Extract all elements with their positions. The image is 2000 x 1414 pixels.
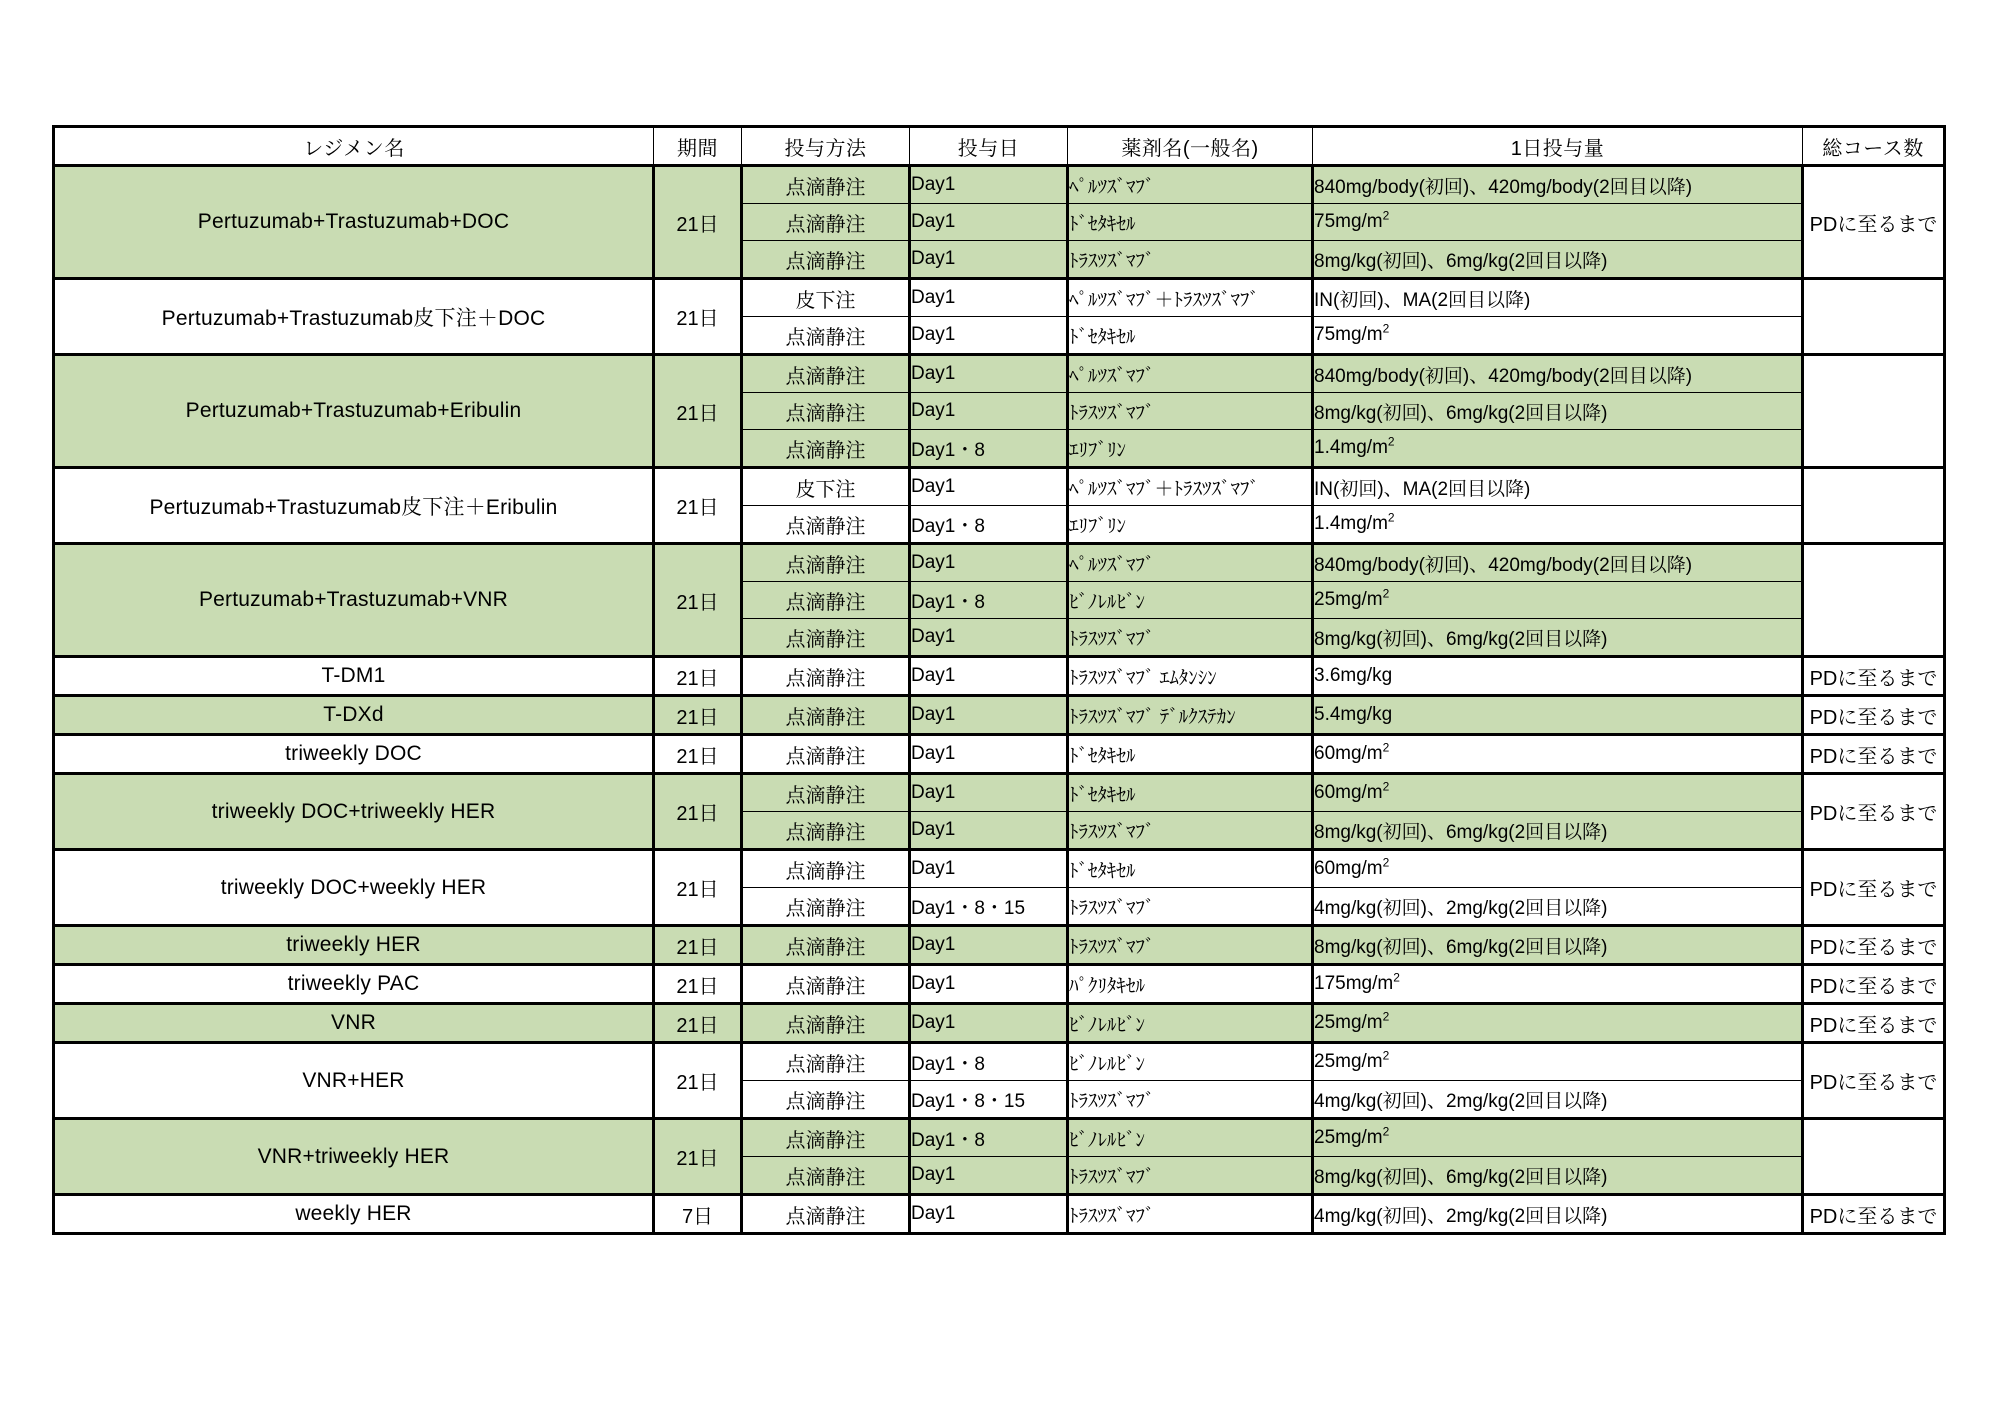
total-courses-cell: PDに至るまで <box>1803 696 1945 735</box>
table-row <box>54 1119 1945 1157</box>
drug-name-cell: ﾋﾞﾉﾚﾙﾋﾞﾝ <box>1068 1119 1313 1157</box>
regimen-name-cell: VNR+HER <box>54 1043 654 1119</box>
drug-name-cell: ﾍﾟﾙﾂｽﾞﾏﾌﾞ＋ﾄﾗｽﾂｽﾞﾏﾌﾞ <box>1068 468 1313 506</box>
drug-name-cell: ﾋﾞﾉﾚﾙﾋﾞﾝ <box>1068 1043 1313 1081</box>
daily-dose-cell: 8mg/kg(初回)、6mg/kg(2回目以降) <box>1313 619 1803 657</box>
administration-day-cell: Day1 <box>910 393 1068 430</box>
administration-day-cell: Day1・8・15 <box>910 1081 1068 1119</box>
total-courses-cell: PDに至るまで <box>1803 850 1945 926</box>
daily-dose-cell: 3.6mg/kg <box>1313 657 1803 696</box>
regimen-name-cell: VNR+triweekly HER <box>54 1119 654 1195</box>
drug-name-cell: ﾋﾞﾉﾚﾙﾋﾞﾝ <box>1068 1004 1313 1043</box>
total-courses-cell <box>1803 544 1945 657</box>
administration-method-cell: 点滴静注 <box>742 393 910 430</box>
daily-dose-cell: $175mg/m^2$ <box>1313 965 1803 1004</box>
administration-day-cell: Day1 <box>910 696 1068 735</box>
daily-dose-cell: $75mg/m^2$ <box>1313 317 1803 355</box>
daily-dose-cell: 4mg/kg(初回)、2mg/kg(2回目以降) <box>1313 888 1803 926</box>
daily-dose-cell: 840mg/body(初回)、420mg/body(2回目以降) <box>1313 544 1803 582</box>
total-courses-cell <box>1803 468 1945 544</box>
drug-name-cell: ﾄﾞｾﾀｷｾﾙ <box>1068 317 1313 355</box>
administration-method-cell: 点滴静注 <box>742 812 910 850</box>
regimen-name-cell: Pertuzumab+Trastuzumab皮下注＋Eribulin <box>54 468 654 544</box>
period-cell: 21日 <box>654 1119 742 1195</box>
table-row <box>54 926 1945 965</box>
daily-dose-cell: IN(初回)、MA(2回目以降) <box>1313 279 1803 317</box>
daily-dose-cell: $60mg/m^2$ <box>1313 850 1803 888</box>
administration-method-cell: 点滴静注 <box>742 1004 910 1043</box>
regimen-name-cell: T-DXd <box>54 696 654 735</box>
daily-dose-cell: $60mg/m^2$ <box>1313 735 1803 774</box>
period-cell: 21日 <box>654 544 742 657</box>
administration-method-cell: 点滴静注 <box>742 1195 910 1234</box>
total-courses-cell <box>1803 355 1945 468</box>
administration-method-cell: 点滴静注 <box>742 430 910 468</box>
administration-method-cell: 点滴静注 <box>742 1043 910 1081</box>
period-cell: 21日 <box>654 926 742 965</box>
drug-name-cell: ﾄﾗｽﾂｽﾞﾏﾌﾞ <box>1068 926 1313 965</box>
administration-method-cell: 点滴静注 <box>742 204 910 241</box>
table-row <box>54 1004 1945 1043</box>
administration-day-cell: Day1 <box>910 812 1068 850</box>
drug-name-cell: ﾄﾞｾﾀｷｾﾙ <box>1068 774 1313 812</box>
drug-name-cell: ﾍﾟﾙﾂｽﾞﾏﾌﾞ＋ﾄﾗｽﾂｽﾞﾏﾌﾞ <box>1068 279 1313 317</box>
total-courses-cell: PDに至るまで <box>1803 166 1945 279</box>
drug-name-cell: ﾄﾗｽﾂｽﾞﾏﾌﾞ <box>1068 888 1313 926</box>
period-cell: 21日 <box>654 657 742 696</box>
drug-name-cell: ﾄﾗｽﾂｽﾞﾏﾌﾞ <box>1068 1195 1313 1234</box>
daily-dose-cell: $60mg/m^2$ <box>1313 774 1803 812</box>
header-row <box>54 127 1945 166</box>
administration-method-cell: 点滴静注 <box>742 544 910 582</box>
regimen-name-cell: triweekly DOC+triweekly HER <box>54 774 654 850</box>
drug-name-cell: ｴﾘﾌﾞﾘﾝ <box>1068 430 1313 468</box>
drug-name-cell: ﾄﾗｽﾂｽﾞﾏﾌﾞ ｴﾑﾀﾝｼﾝ <box>1068 657 1313 696</box>
daily-dose-cell: $75mg/m^2$ <box>1313 204 1803 241</box>
table-row <box>54 166 1945 204</box>
administration-day-cell: Day1・8 <box>910 430 1068 468</box>
daily-dose-cell: 8mg/kg(初回)、6mg/kg(2回目以降) <box>1313 812 1803 850</box>
total-courses-cell: PDに至るまで <box>1803 1004 1945 1043</box>
period-cell: 21日 <box>654 1043 742 1119</box>
table-row <box>54 1043 1945 1081</box>
administration-method-cell: 点滴静注 <box>742 317 910 355</box>
total-courses-cell: PDに至るまで <box>1803 965 1945 1004</box>
table-row <box>54 1195 1945 1234</box>
period-cell: 21日 <box>654 696 742 735</box>
total-courses-cell: PDに至るまで <box>1803 1195 1945 1234</box>
daily-dose-cell: $25mg/m^2$ <box>1313 1043 1803 1081</box>
regimen-name-cell: triweekly HER <box>54 926 654 965</box>
drug-name-cell: ﾄﾗｽﾂｽﾞﾏﾌﾞ <box>1068 241 1313 279</box>
administration-method-cell: 点滴静注 <box>742 1119 910 1157</box>
administration-day-cell: Day1・8・15 <box>910 888 1068 926</box>
regimen-name-cell: Pertuzumab+Trastuzumab+DOC <box>54 166 654 279</box>
daily-dose-cell: 8mg/kg(初回)、6mg/kg(2回目以降) <box>1313 241 1803 279</box>
table-row <box>54 468 1945 506</box>
total-courses-cell: PDに至るまで <box>1803 926 1945 965</box>
administration-method-cell: 点滴静注 <box>742 506 910 544</box>
administration-day-cell: Day1 <box>910 468 1068 506</box>
daily-dose-cell: 8mg/kg(初回)、6mg/kg(2回目以降) <box>1313 393 1803 430</box>
period-cell: 21日 <box>654 1004 742 1043</box>
table-row <box>54 355 1945 393</box>
regimen-table <box>52 125 1946 1235</box>
regimen-name-cell: triweekly DOC <box>54 735 654 774</box>
administration-method-cell: 点滴静注 <box>742 166 910 204</box>
period-cell: 21日 <box>654 166 742 279</box>
table-row <box>54 696 1945 735</box>
drug-name-cell: ﾄﾗｽﾂｽﾞﾏﾌﾞ <box>1068 619 1313 657</box>
administration-day-cell: Day1 <box>910 1195 1068 1234</box>
regimen-name-cell: Pertuzumab+Trastuzumab+VNR <box>54 544 654 657</box>
daily-dose-cell: 8mg/kg(初回)、6mg/kg(2回目以降) <box>1313 1157 1803 1195</box>
administration-day-cell: Day1 <box>910 204 1068 241</box>
administration-method-cell: 点滴静注 <box>742 1157 910 1195</box>
administration-method-cell: 点滴静注 <box>742 696 910 735</box>
administration-method-cell: 点滴静注 <box>742 355 910 393</box>
administration-day-cell: Day1 <box>910 279 1068 317</box>
table-row <box>54 279 1945 317</box>
drug-name-cell: ﾄﾞｾﾀｷｾﾙ <box>1068 850 1313 888</box>
administration-day-cell: Day1 <box>910 657 1068 696</box>
regimen-name-cell: VNR <box>54 1004 654 1043</box>
administration-day-cell: Day1 <box>910 1157 1068 1195</box>
administration-method-cell: 点滴静注 <box>742 582 910 619</box>
administration-method-cell: 点滴静注 <box>742 657 910 696</box>
drug-name-cell: ﾊﾟｸﾘﾀｷｾﾙ <box>1068 965 1313 1004</box>
table-row <box>54 544 1945 582</box>
period-cell: 21日 <box>654 468 742 544</box>
total-courses-cell: PDに至るまで <box>1803 1043 1945 1119</box>
total-courses-cell <box>1803 279 1945 355</box>
administration-method-cell: 点滴静注 <box>742 850 910 888</box>
administration-day-cell: Day1・8 <box>910 582 1068 619</box>
period-cell: 21日 <box>654 735 742 774</box>
drug-name-cell: ｴﾘﾌﾞﾘﾝ <box>1068 506 1313 544</box>
administration-method-cell: 点滴静注 <box>742 1081 910 1119</box>
column-header-drug: 薬剤名(一般名) <box>1068 127 1313 166</box>
daily-dose-cell: IN(初回)、MA(2回目以降) <box>1313 468 1803 506</box>
administration-day-cell: Day1・8 <box>910 1119 1068 1157</box>
drug-name-cell: ﾍﾟﾙﾂｽﾞﾏﾌﾞ <box>1068 544 1313 582</box>
column-header-regimen: レジメン名 <box>54 127 654 166</box>
daily-dose-cell: $25mg/m^2$ <box>1313 1004 1803 1043</box>
regimen-name-cell: triweekly PAC <box>54 965 654 1004</box>
daily-dose-cell: 840mg/body(初回)、420mg/body(2回目以降) <box>1313 355 1803 393</box>
drug-name-cell: ﾋﾞﾉﾚﾙﾋﾞﾝ <box>1068 582 1313 619</box>
administration-method-cell: 点滴静注 <box>742 888 910 926</box>
regimen-name-cell: weekly HER <box>54 1195 654 1234</box>
column-header-courses: 総コース数 <box>1803 127 1945 166</box>
daily-dose-cell: 4mg/kg(初回)、2mg/kg(2回目以降) <box>1313 1195 1803 1234</box>
administration-method-cell: 皮下注 <box>742 468 910 506</box>
drug-name-cell: ﾄﾗｽﾂｽﾞﾏﾌﾞ <box>1068 812 1313 850</box>
administration-day-cell: Day1 <box>910 241 1068 279</box>
period-cell: 21日 <box>654 279 742 355</box>
administration-day-cell: Day1・8 <box>910 1043 1068 1081</box>
period-cell: 7日 <box>654 1195 742 1234</box>
drug-name-cell: ﾄﾗｽﾂｽﾞﾏﾌﾞ <box>1068 1081 1313 1119</box>
administration-method-cell: 点滴静注 <box>742 735 910 774</box>
drug-name-cell: ﾍﾟﾙﾂｽﾞﾏﾌﾞ <box>1068 166 1313 204</box>
daily-dose-cell: 5.4mg/kg <box>1313 696 1803 735</box>
regimen-name-cell: Pertuzumab+Trastuzumab+Eribulin <box>54 355 654 468</box>
daily-dose-cell: $1.4mg/m^2$ <box>1313 430 1803 468</box>
table-row <box>54 657 1945 696</box>
administration-day-cell: Day1 <box>910 544 1068 582</box>
administration-day-cell: Day1 <box>910 355 1068 393</box>
administration-day-cell: Day1 <box>910 1004 1068 1043</box>
regimen-name-cell: Pertuzumab+Trastuzumab皮下注＋DOC <box>54 279 654 355</box>
column-header-day: 投与日 <box>910 127 1068 166</box>
administration-day-cell: Day1 <box>910 774 1068 812</box>
daily-dose-cell: 840mg/body(初回)、420mg/body(2回目以降) <box>1313 166 1803 204</box>
table-row <box>54 965 1945 1004</box>
period-cell: 21日 <box>654 774 742 850</box>
administration-day-cell: Day1・8 <box>910 506 1068 544</box>
administration-method-cell: 点滴静注 <box>742 774 910 812</box>
administration-day-cell: Day1 <box>910 965 1068 1004</box>
drug-name-cell: ﾄﾞｾﾀｷｾﾙ <box>1068 735 1313 774</box>
administration-day-cell: Day1 <box>910 619 1068 657</box>
administration-day-cell: Day1 <box>910 166 1068 204</box>
drug-name-cell: ﾄﾗｽﾂｽﾞﾏﾌﾞ <box>1068 1157 1313 1195</box>
administration-method-cell: 皮下注 <box>742 279 910 317</box>
administration-day-cell: Day1 <box>910 317 1068 355</box>
table-body <box>54 166 1945 1234</box>
daily-dose-cell: 8mg/kg(初回)、6mg/kg(2回目以降) <box>1313 926 1803 965</box>
administration-method-cell: 点滴静注 <box>742 619 910 657</box>
administration-day-cell: Day1 <box>910 926 1068 965</box>
table-row <box>54 735 1945 774</box>
drug-name-cell: ﾄﾗｽﾂｽﾞﾏﾌﾞ ﾃﾞﾙｸｽﾃｶﾝ <box>1068 696 1313 735</box>
total-courses-cell: PDに至るまで <box>1803 774 1945 850</box>
drug-name-cell: ﾍﾟﾙﾂｽﾞﾏﾌﾞ <box>1068 355 1313 393</box>
period-cell: 21日 <box>654 965 742 1004</box>
table-row <box>54 774 1945 812</box>
total-courses-cell: PDに至るまで <box>1803 657 1945 696</box>
column-header-dose: 1日投与量 <box>1313 127 1803 166</box>
column-header-method: 投与方法 <box>742 127 910 166</box>
administration-method-cell: 点滴静注 <box>742 926 910 965</box>
period-cell: 21日 <box>654 850 742 926</box>
column-header-period: 期間 <box>654 127 742 166</box>
regimen-name-cell: triweekly DOC+weekly HER <box>54 850 654 926</box>
total-courses-cell: PDに至るまで <box>1803 735 1945 774</box>
administration-day-cell: Day1 <box>910 735 1068 774</box>
daily-dose-cell: $1.4mg/m^2$ <box>1313 506 1803 544</box>
daily-dose-cell: 4mg/kg(初回)、2mg/kg(2回目以降) <box>1313 1081 1803 1119</box>
total-courses-cell <box>1803 1119 1945 1195</box>
table-row <box>54 850 1945 888</box>
drug-name-cell: ﾄﾗｽﾂｽﾞﾏﾌﾞ <box>1068 393 1313 430</box>
daily-dose-cell: $25mg/m^2$ <box>1313 582 1803 619</box>
drug-name-cell: ﾄﾞｾﾀｷｾﾙ <box>1068 204 1313 241</box>
administration-method-cell: 点滴静注 <box>742 965 910 1004</box>
administration-day-cell: Day1 <box>910 850 1068 888</box>
period-cell: 21日 <box>654 355 742 468</box>
table-header <box>54 127 1945 166</box>
administration-method-cell: 点滴静注 <box>742 241 910 279</box>
regimen-name-cell: T-DM1 <box>54 657 654 696</box>
daily-dose-cell: $25mg/m^2$ <box>1313 1119 1803 1157</box>
